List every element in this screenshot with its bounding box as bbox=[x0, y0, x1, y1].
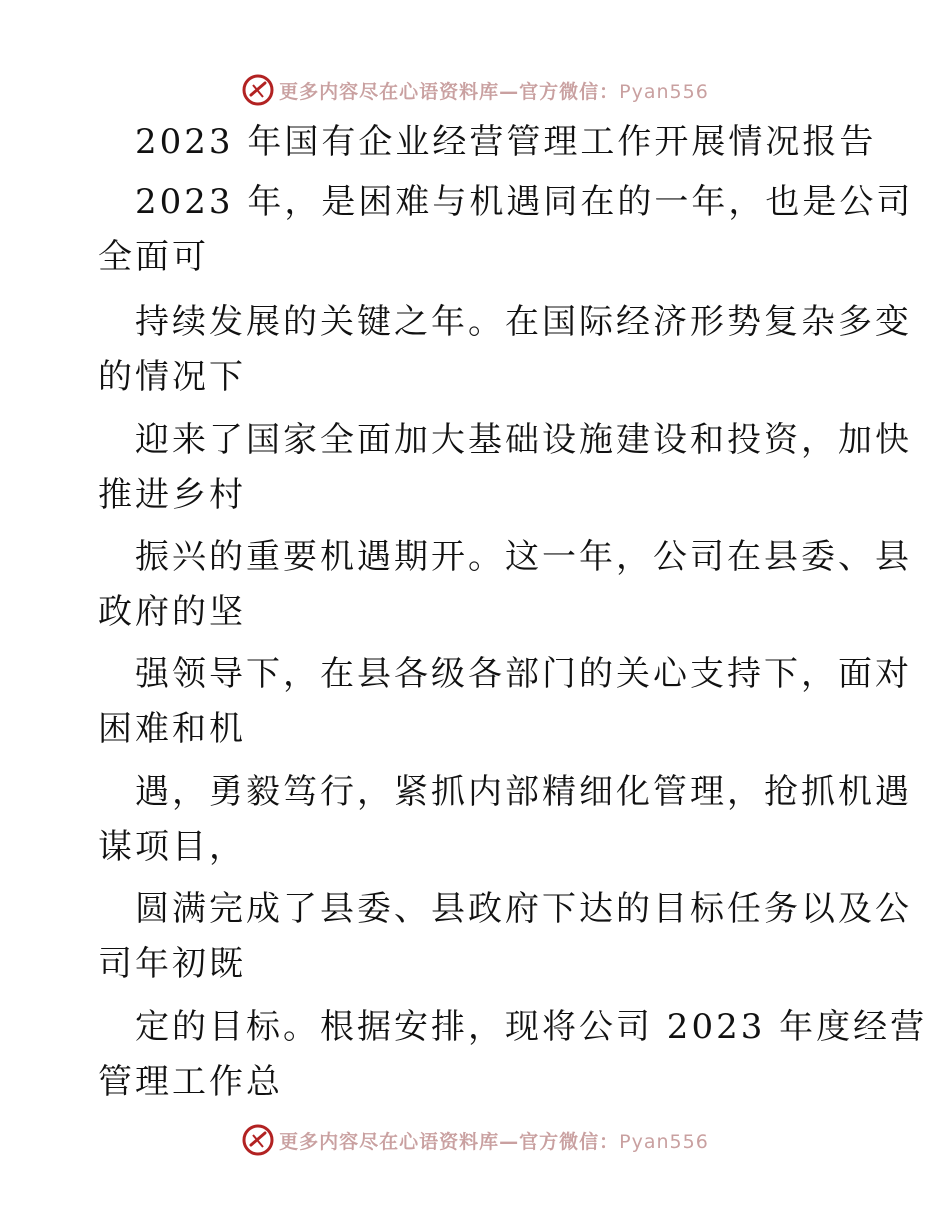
paragraph-line: 困难和机 bbox=[98, 709, 246, 749]
banner-text bbox=[279, 77, 709, 104]
paragraph-line: 定的目标。根据安排，现将公司 2023 年度经营 bbox=[135, 1007, 928, 1047]
paragraph-line: 持续发展的关键之年。在国际经济形势复杂多变 bbox=[135, 302, 912, 342]
paragraph-line: 圆满完成了县委、县政府下达的目标任务以及公 bbox=[135, 889, 912, 929]
paragraph-line: 遇，勇毅笃行，紧抓内部精细化管理，抢抓机遇 bbox=[135, 772, 912, 812]
paragraph-line: 谋项目， bbox=[98, 827, 246, 867]
paragraph-line: 推进乡村 bbox=[98, 475, 246, 515]
seal-logo-icon bbox=[241, 1123, 275, 1157]
document-title: 2023 年国有企业经营管理工作开展情况报告 bbox=[135, 122, 877, 162]
footer-banner bbox=[0, 1120, 950, 1160]
banner-label: 更多内容尽在心语资料库—官方微信： bbox=[279, 1130, 620, 1153]
paragraph-line: 迎来了国家全面加大基础设施建设和投资，加快 bbox=[135, 420, 912, 460]
paragraph-line: 振兴的重要机遇期开。这一年，公司在县委、县 bbox=[135, 537, 912, 577]
banner-wechat-id: Pyan556 bbox=[619, 1130, 709, 1153]
paragraph-line: 全面可 bbox=[98, 237, 209, 277]
banner-text bbox=[279, 1127, 709, 1154]
paragraph-line: 司年初既 bbox=[98, 944, 246, 984]
paragraph-line: 的情况下 bbox=[98, 357, 246, 397]
header-banner bbox=[0, 70, 950, 110]
paragraph-line: 政府的坚 bbox=[98, 592, 246, 632]
banner-wechat-id: Pyan556 bbox=[619, 80, 709, 103]
paragraph-line: 管理工作总 bbox=[98, 1062, 283, 1102]
banner-label: 更多内容尽在心语资料库—官方微信： bbox=[279, 80, 620, 103]
paragraph-line: 2023 年，是困难与机遇同在的一年，也是公司 bbox=[135, 182, 914, 222]
paragraph-line: 强领导下，在县各级各部门的关心支持下，面对 bbox=[135, 654, 912, 694]
seal-logo-icon bbox=[241, 73, 275, 107]
